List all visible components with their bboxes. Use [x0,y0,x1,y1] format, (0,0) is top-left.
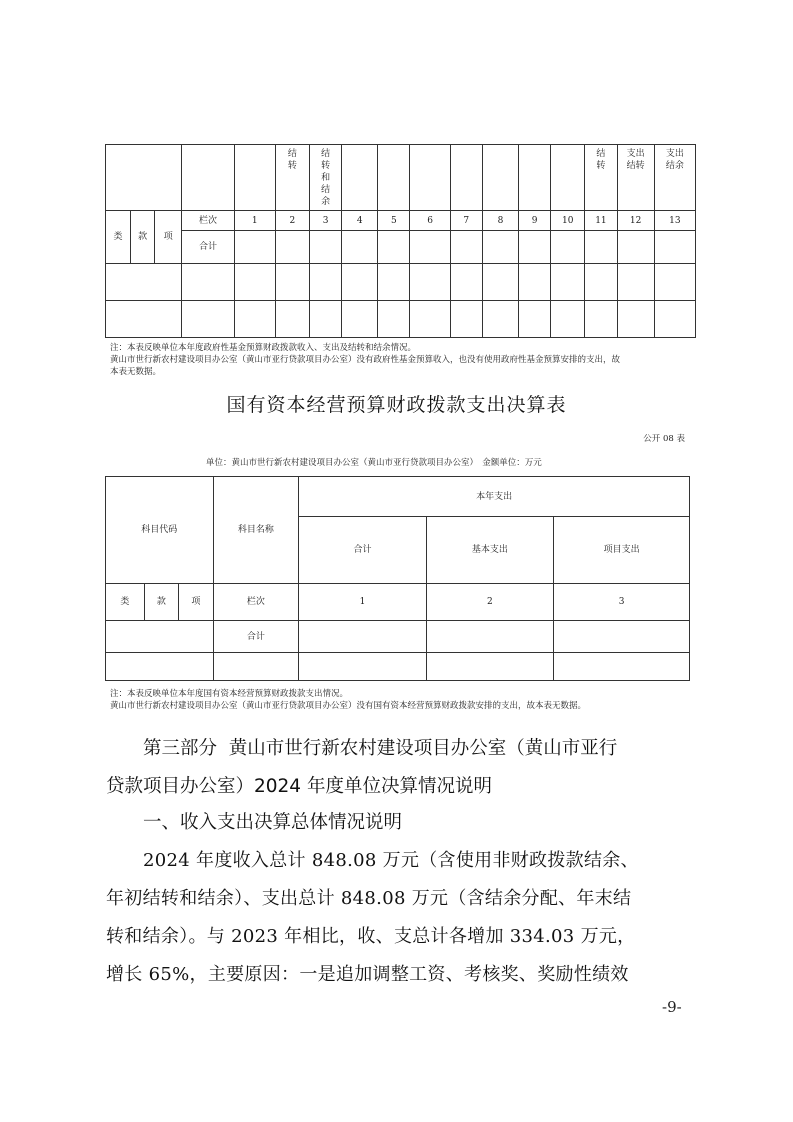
government-fund-table [105,144,696,338]
section3-paragraph-line: 年初结转和结余）、支出总计 848.08 万元（含结余分配、年末结 [106,888,632,909]
table1-header-name [182,145,234,211]
table2-header-name: 科目名称 [213,477,299,584]
table1-notes [110,342,700,378]
table1-code-kuan: 款 [131,211,155,264]
table1-cell [182,264,234,301]
table2-cell [554,621,690,653]
table2-cell [213,653,299,681]
table2-cell [426,621,553,653]
section3-heading-line2: 贷款项目办公室）2024 年度单位决算情况说明 [106,776,492,797]
table1-header-c6 [410,145,450,211]
table1-cell [654,301,695,338]
table1-cell [234,264,275,301]
table1-header-c11: 结 转 [585,145,617,211]
table1-code-xiang: 项 [155,211,182,264]
table1-col-number: 13 [654,211,695,231]
table1-header-code [106,145,182,211]
table1-cell [519,264,551,301]
table1-cell [482,231,518,264]
table1-cell [410,301,450,338]
table2-note-line: 黄山市世行新农村建设项目办公室（黄山市亚行贷款项目办公室）没有国有资本经营预算财政拨款安排的支出，故本表无数据。 [110,701,587,711]
table1-header-c7 [450,145,482,211]
table1-cell [410,231,450,264]
table1-header-c2: 结 转 [275,145,309,211]
table2-header-total: 合计 [299,517,426,584]
table1-cell [551,264,585,301]
table1-header-c4 [342,145,378,211]
unit-line: 单位：黄山市世行新农村建设项目办公室（黄山市亚行贷款项目办公室） 金额单位：万元 [206,458,542,468]
table1-col-number: 9 [519,211,551,231]
table1-col-number: 7 [450,211,482,231]
table1-cell [410,264,450,301]
table1-cell [182,301,234,338]
table1-cell [378,301,410,338]
table1-cell [617,301,654,338]
table2-empty-row [106,653,690,681]
table2-header-code: 科目代码 [106,477,214,584]
table1-col-number: 2 [275,211,309,231]
table1-header-c5 [378,145,410,211]
table1-col-number: 5 [378,211,410,231]
table1-header-c13: 支出 结余 [654,145,695,211]
state-capital-table [105,476,690,681]
table1-cell [106,301,182,338]
table1-code-lei: 类 [106,211,131,264]
table2-note-line: 注：本表反映单位本年度国有资本经营预算财政拨款支出情况。 [110,689,349,699]
table1-col-number: 12 [617,211,654,231]
table1-cell [482,264,518,301]
table1-col-number: 3 [310,211,342,231]
table2-total-row [106,621,690,653]
table1-cell [310,264,342,301]
table1-cell [378,264,410,301]
table1-header-c8 [482,145,518,211]
table1-lanci-label: 栏次 [182,211,234,231]
table2-cell [299,653,426,681]
table1-col-number: 1 [234,211,275,231]
section3-paragraph-line: 增长 65%，主要原因：一是追加调整工资、考核奖、奖励性绩效 [106,964,629,985]
table2-header-basic: 基本支出 [426,517,553,584]
table1-cell [342,231,378,264]
table2-notes [110,688,700,712]
table1-cell [450,231,482,264]
table1-cell [654,264,695,301]
table1-cell [585,301,617,338]
table1-cell [617,264,654,301]
table2-col-number: 2 [426,584,553,621]
table1-note-line: 本表无数据。 [110,367,162,377]
table1-cell [342,264,378,301]
section3-subheading: 一、收入支出决算总体情况说明 [143,812,403,833]
table1-cell [585,231,617,264]
table2-cell [106,621,214,653]
table2-code-kuan: 款 [144,584,178,621]
table1-cell [310,301,342,338]
table2-title: 国有资本经营预算财政拨款支出决算表 [226,394,567,416]
table1-col-number: 11 [585,211,617,231]
table1-cell [450,301,482,338]
table1-col-number: 4 [342,211,378,231]
table1-cell [482,301,518,338]
table2-code-lei: 类 [106,584,145,621]
table2-col-number: 3 [554,584,690,621]
section3-heading-line1: 第三部分 黄山市世行新农村建设项目办公室（黄山市亚行 [143,738,618,759]
table1-cell [275,301,309,338]
table1-header-c1 [234,145,275,211]
table2-cell [554,653,690,681]
table2-header-current-year: 本年支出 [299,477,690,517]
table2-cell [299,621,426,653]
table1-cell [234,301,275,338]
table2-col-number: 1 [299,584,426,621]
table1-empty-row [106,264,696,301]
table1-cell [519,301,551,338]
table1-lanci-row [106,211,696,231]
table1-cell [519,231,551,264]
table1-header-row [106,145,696,211]
form-number: 公开 08 表 [643,434,685,444]
table1-cell [585,264,617,301]
table1-note-line: 注：本表反映单位本年度政府性基金预算财政拨款收入、支出及结转和结余情况。 [110,343,417,353]
table1-col-number: 10 [551,211,585,231]
table1-cell [617,231,654,264]
table1-cell [551,231,585,264]
table2-header-project: 项目支出 [554,517,690,584]
table1-cell [310,231,342,264]
table1-cell [106,264,182,301]
table2-cell [106,653,214,681]
table1-cell [342,301,378,338]
table1-header-c12: 支出 结转 [617,145,654,211]
table1-cell [551,301,585,338]
table1-cell [234,231,275,264]
table2-code-xiang: 项 [179,584,214,621]
table2-lanci-row [106,584,690,621]
table2-header-row1 [106,477,690,517]
table1-cell [275,231,309,264]
table1-col-number: 6 [410,211,450,231]
page-number: -9- [662,998,682,1016]
table1-empty-row [106,301,696,338]
table1-cell [275,264,309,301]
table1-note-line: 黄山市世行新农村建设项目办公室（黄山市亚行贷款项目办公室）没有政府性基金预算收入，也没有使用政府性基金预算安排的支出，故 [110,355,621,365]
table1-header-c10 [551,145,585,211]
table2-cell [426,653,553,681]
table1-total-label: 合计 [182,231,234,264]
section3-paragraph-line: 2024 年度收入总计 848.08 万元（含使用非财政拨款结余、 [143,850,639,871]
table1-total-row [106,231,696,264]
table1-col-number: 8 [482,211,518,231]
table1-header-c9 [519,145,551,211]
table2-lanci-label: 栏次 [213,584,299,621]
table1-header-c3: 结 转 和 结 余 [310,145,342,211]
table2-total-label: 合计 [213,621,299,653]
table1-cell [378,231,410,264]
table1-cell [654,231,695,264]
section3-paragraph-line: 转和结余）。与 2023 年相比，收、支总计各增加 334.03 万元， [106,926,636,947]
table1-cell [450,264,482,301]
